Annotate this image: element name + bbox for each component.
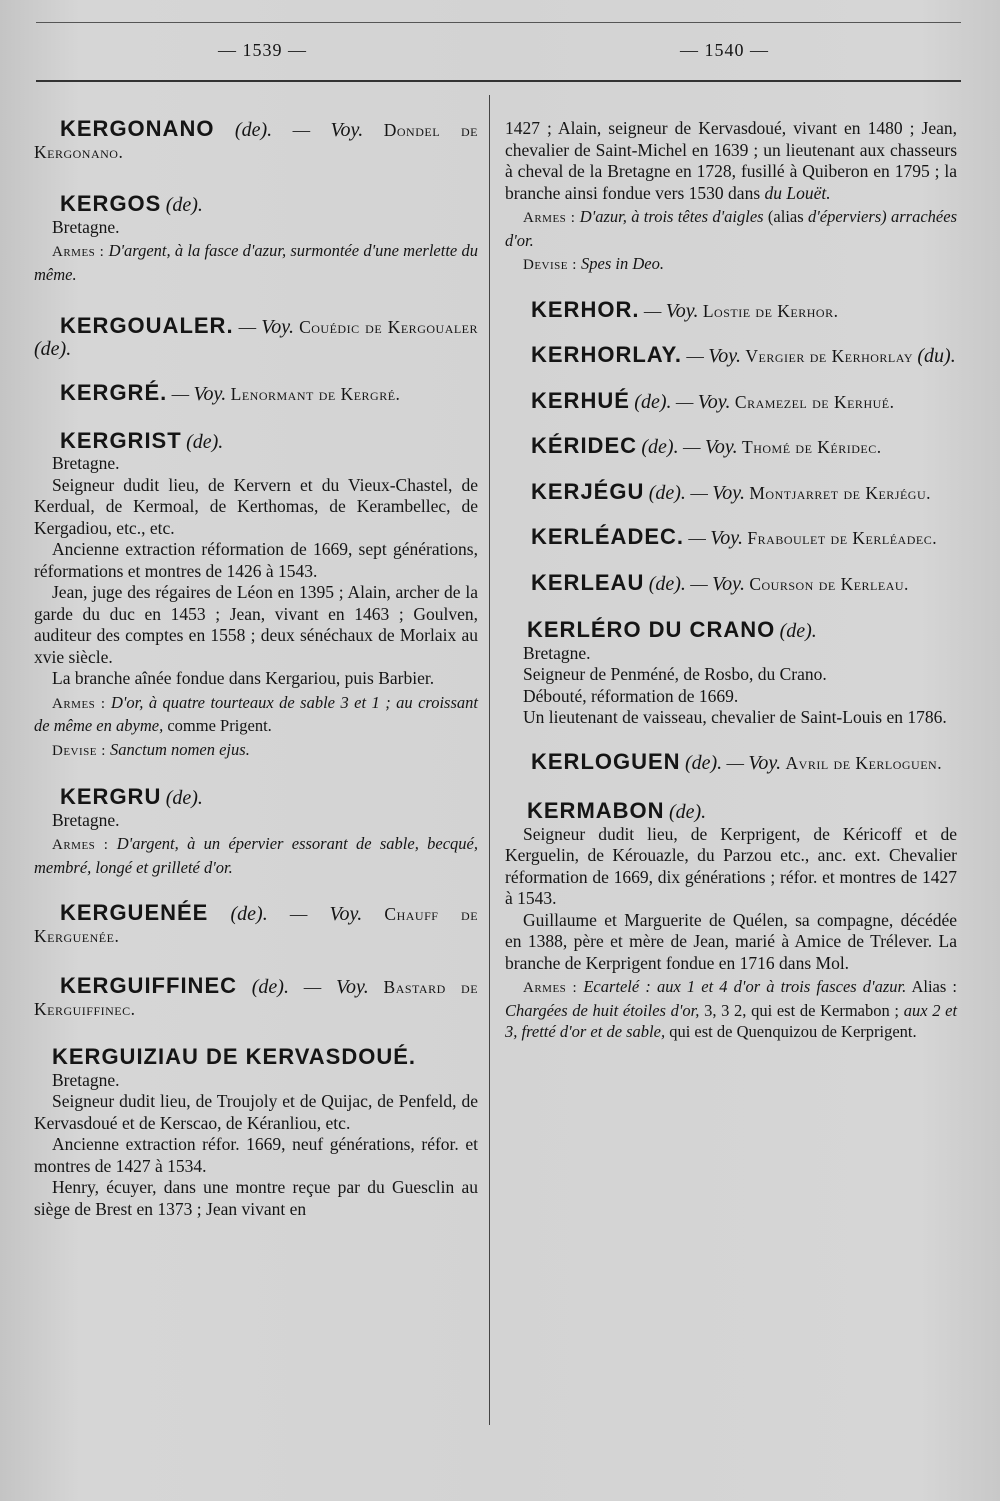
- cross-reference: Fraboulet de Kerléadec.: [747, 528, 938, 548]
- entry-name: KERGRIST: [60, 427, 182, 453]
- entry-name: KERHORLAY.: [531, 342, 682, 367]
- header-rule: [36, 80, 961, 82]
- continued-text: 1427 ; Alain, seigneur de Kervasdoué, vivant en 1480 ; Jean, chevalier de Saint-Michel en 1639 ; un lieutenant aux chasseurs à cheval de la Bretagne en 1728, fusillé à Quiberon en 1795 ; la branche ainsi fondue vers 1530 dans: [505, 118, 957, 203]
- column-divider: [489, 95, 490, 1425]
- entry-dash: —: [292, 120, 311, 140]
- page-number-left: — 1539 —: [218, 40, 307, 60]
- entry-paragraph: Seigneur dudit lieu, de Troujoly et de Quijac, de Penfeld, de Kervasdoué et de Kerscao, de Kéranliou, etc.: [34, 1091, 478, 1133]
- top-rule: [36, 22, 961, 23]
- entry-dash: —: [303, 977, 322, 997]
- entry-kerhorlay: [505, 344, 957, 368]
- armes-text: comme Prigent.: [167, 716, 272, 735]
- entry-particle: (de).: [251, 976, 289, 998]
- entry-paragraph: Seigneur dudit lieu, de Kerprigent, de Kéricoff et de Kerguelin, de Kérouazle, du Parzou etc., anc. ext. Chevalier réformation de 1669, dix générations ; réfor. et montres de 1427 à 1543.: [505, 823, 957, 908]
- voy-label: Voy.: [330, 119, 364, 141]
- entry-dash: —: [682, 437, 701, 457]
- entry-particle: (de).: [641, 436, 679, 458]
- armes-line: [505, 206, 957, 251]
- entry-dash: —: [686, 346, 704, 366]
- entry-paragraph: Ancienne extraction réfor. 1669, neuf générations, réfor. et montres de 1427 à 1534.: [34, 1134, 478, 1176]
- entry-particle: (de).: [648, 572, 686, 595]
- cross-reference: Vergier de Kerhorlay: [745, 346, 913, 366]
- voy-label: Voy.: [712, 481, 745, 504]
- entry-particle: (de).: [234, 119, 273, 141]
- armes-text: qui est de Quenquizou de Kerprigent.: [669, 1022, 917, 1041]
- entry-dash: —: [726, 752, 745, 773]
- armes-text: aux 2 et 3, fretté d'or et de sable,: [505, 1000, 958, 1041]
- entry-particle: (de).: [779, 620, 817, 642]
- devise-label: Devise :: [52, 742, 106, 759]
- entry-paragraph: Guillaume et Marguerite de Quélen, sa compagne, décédée en 1388, père et mère de Jean, marié à Amice de Trélever. La branche de Kerprigent fondue en 1716 dans Mol.: [505, 909, 957, 973]
- entry-paragraph: Seigneur dudit lieu, de Kervern et du Vieux-Chastel, de Kerdual, de Kermoal, de Kerthomas, de Kerambellec, de Kergadiou, etc., etc.: [34, 474, 478, 538]
- entry-kerguiffinec: [34, 975, 478, 1020]
- armes-line: [34, 833, 478, 878]
- armes-line: [34, 692, 478, 737]
- entry-name: KERGONANO: [60, 116, 215, 141]
- entry-kergru: [34, 786, 478, 878]
- entry-name: KERGOS: [60, 191, 162, 216]
- entry-name: KÉRIDEC: [531, 433, 638, 458]
- entry-particle: (du).: [917, 345, 956, 367]
- entry-kergos: [34, 193, 478, 285]
- entry-kergonano: [34, 118, 478, 163]
- armes-text: D'argent, à la fasce d'azur, surmontée d'une merlette du même.: [34, 241, 479, 284]
- armes-label: Armes :: [52, 695, 106, 712]
- entry-particle: (de).: [668, 801, 707, 823]
- entry-particle: (de).: [230, 903, 268, 925]
- cross-reference: Dondel de Kergonano.: [34, 120, 478, 162]
- armes-text: D'argent, à un épervier essorant de sable, becqué, membré, longé et grilleté d'or.: [34, 834, 478, 877]
- entry-particle: (de).: [648, 481, 686, 504]
- entry-kergre: [34, 382, 478, 406]
- entry-name: KERHUÉ: [531, 387, 630, 413]
- cross-reference: Lostie de Kerhor.: [702, 300, 839, 321]
- cross-reference: Bastard de Kerguiffinec.: [34, 977, 479, 1019]
- entry-name: KERMABON: [527, 798, 665, 823]
- entry-dash: —: [675, 391, 694, 412]
- cross-reference: Couédic de Kergoualer: [299, 317, 479, 337]
- entry-particle: (de).: [186, 430, 224, 453]
- continued-paragraph: [505, 118, 957, 204]
- page-number-right: — 1540 —: [680, 40, 769, 60]
- entry-particle: (de).: [634, 390, 672, 413]
- armes-alias: Alias :: [911, 977, 957, 996]
- entry-kergrist: [34, 427, 478, 763]
- entry-continuation: [505, 118, 957, 277]
- entry-paragraph: Un lieutenant de vaisseau, chevalier de Saint-Louis en 1786.: [523, 707, 947, 727]
- left-column: [34, 100, 478, 1228]
- armes-alias: (alias: [767, 207, 804, 226]
- armes-label: Armes :: [523, 980, 578, 996]
- entry-name: KERGRU: [60, 784, 162, 809]
- armes-text: D'azur, à trois têtes d'aigles: [579, 207, 764, 226]
- entry-region: Bretagne.: [52, 453, 120, 473]
- right-column: [505, 100, 957, 1051]
- entry-region: Bretagne.: [52, 216, 120, 237]
- entry-name: KERLÉADEC.: [531, 524, 685, 549]
- armes-label: Armes :: [52, 837, 109, 853]
- armes-label: Armes :: [52, 244, 105, 260]
- entry-name: KERLOGUEN: [531, 748, 681, 774]
- entry-kerguiziau: [34, 1046, 478, 1220]
- continued-text-end: du Louët.: [764, 182, 831, 203]
- entry-paragraph: Ancienne extraction réformation de 1669, sept générations, réformations et montres de 1426 à 1543.: [34, 539, 478, 581]
- entry-paragraph: Débouté, réformation de 1669.: [523, 685, 739, 706]
- entry-region: Bretagne.: [52, 809, 120, 830]
- voy-label: Voy.: [336, 976, 369, 998]
- cross-reference: Montjarret de Kerjégu.: [749, 482, 931, 503]
- entry-dash: —: [690, 482, 708, 503]
- entry-name: KERGUENÉE: [60, 900, 209, 925]
- entry-region: Bretagne.: [523, 642, 591, 663]
- voy-label: Voy.: [710, 527, 744, 549]
- entry-kerloguen: [505, 748, 957, 775]
- armes-text: 3, 3 2, qui est de Kermabon ;: [704, 1000, 900, 1020]
- entry-name: KERLÉRO DU CRANO: [527, 617, 776, 642]
- entry-kerhue: [505, 387, 957, 414]
- voy-label: Voy.: [193, 383, 227, 405]
- armes-text: d'éperviers) arrachées d'or.: [505, 207, 957, 250]
- entry-particle: (de).: [34, 337, 72, 360]
- armes-line: [34, 240, 478, 285]
- entry-paragraph: Seigneur de Penméné, de Rosbo, du Crano.: [523, 664, 827, 684]
- devise-label: Devise :: [523, 257, 577, 273]
- entry-name: KERGOUALER.: [60, 313, 234, 338]
- voy-label: Voy.: [665, 299, 699, 322]
- entry-dash: —: [688, 528, 706, 548]
- armes-label: Armes :: [523, 210, 576, 226]
- cross-reference: Courson de Kerleau.: [749, 573, 909, 594]
- entry-kerjegu: [505, 478, 957, 505]
- entry-name: KERGUIZIAU DE KERVASDOUÉ.: [52, 1044, 417, 1069]
- devise-text: Spes in Deo.: [581, 254, 664, 273]
- devise-line: [34, 739, 478, 763]
- entry-kerguenee: [34, 902, 478, 947]
- entry-name: KERJÉGU: [531, 478, 645, 504]
- voy-label: Voy.: [697, 390, 731, 413]
- entry-dash: —: [171, 384, 190, 404]
- entry-name: KERGUIFFINEC: [60, 973, 237, 998]
- devise-text: Sanctum nomen ejus.: [110, 739, 250, 759]
- cross-reference: Thomé de Kéridec.: [742, 437, 882, 457]
- cross-reference: Chauff de Kerguenée.: [34, 904, 479, 946]
- entry-paragraph: Henry, écuyer, dans une montre reçue par du Guesclin au siège de Brest en 1373 ; Jean vivant en: [34, 1177, 478, 1219]
- entry-kerleau: [505, 569, 957, 596]
- voy-label: Voy.: [261, 316, 294, 338]
- voy-label: Voy.: [712, 572, 745, 595]
- voy-label: Voy.: [748, 751, 782, 774]
- armes-text: D'or, à quatre tourteaux de sable 3 et 1 ; au croissant de même en abyme,: [34, 692, 478, 735]
- entry-paragraph: La branche aînée fondue dans Kergariou, puis Barbier.: [52, 668, 435, 688]
- voy-label: Voy.: [704, 436, 738, 458]
- voy-label: Voy.: [329, 903, 363, 925]
- voy-label: Voy.: [708, 345, 742, 367]
- entry-dash: —: [690, 573, 708, 594]
- entry-name: KERHOR.: [531, 296, 640, 322]
- entry-paragraph: Jean, juge des régaires de Léon en 1395 ; Alain, archer de la garde du duc en 1453 ; Jean, vivant en 1463 ; Goulven, auditeur des comptes en 1558 ; deux sénéchaux de Morlaix au xvie siècle.: [34, 582, 478, 667]
- entry-region: Bretagne.: [52, 1069, 120, 1090]
- entry-dash: —: [289, 904, 308, 924]
- entry-dash: —: [643, 300, 662, 321]
- armes-text: Chargées de huit étoiles d'or,: [505, 1000, 700, 1020]
- entry-dash: —: [238, 317, 257, 337]
- entry-kerlero: [505, 619, 957, 729]
- entry-particle: (de).: [165, 194, 203, 216]
- armes-text: Ecartelé : aux 1 et 4 d'or à trois fasces d'azur.: [583, 977, 907, 996]
- entry-name: KERLEAU: [531, 569, 645, 595]
- entry-kerhor: [505, 296, 957, 323]
- entry-kergoualer: [34, 315, 478, 360]
- entry-kerleadec: [505, 526, 957, 550]
- entry-particle: (de).: [165, 787, 203, 809]
- devise-line: [505, 253, 957, 277]
- cross-reference: Cramezel de Kerhué.: [734, 391, 895, 412]
- cross-reference: Lenormant de Kergré.: [230, 384, 401, 404]
- entry-particle: (de).: [684, 751, 723, 774]
- entry-kermabon: [505, 800, 957, 1043]
- entry-name: KERGRÉ.: [60, 380, 168, 405]
- entry-keridec: [505, 435, 957, 459]
- cross-reference: Avril de Kerloguen.: [785, 752, 943, 773]
- armes-line: [505, 976, 957, 1043]
